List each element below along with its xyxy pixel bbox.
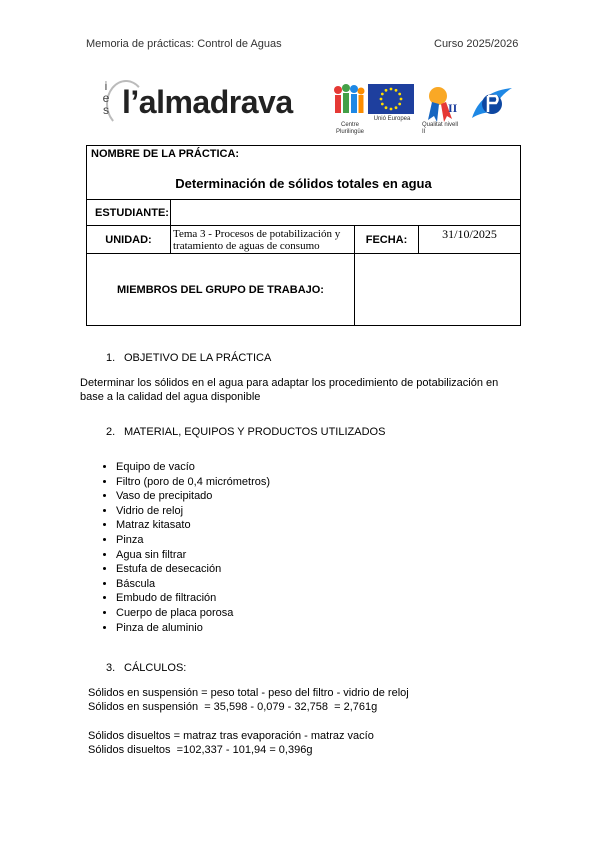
members-field[interactable]	[355, 254, 521, 326]
list-item: • Agua sin filtrar	[116, 548, 270, 563]
fp-logo-icon	[468, 82, 514, 126]
list-item: • Pinza	[116, 533, 270, 548]
student-field[interactable]	[171, 200, 521, 226]
list-item: • Embudo de filtración	[116, 591, 270, 606]
dissolved-result: Sólidos disueltos =102,337 - 101,94 = 0,396g	[88, 744, 313, 756]
dissolved-formula: Sólidos disueltos = matraz tras evaporación - matraz vacío	[88, 730, 374, 742]
plurilingual-caption: Centre Plurilingüe	[335, 122, 365, 135]
practice-title: Determinación de sólidos totales en agua	[175, 176, 432, 191]
practice-info-table	[86, 145, 521, 326]
list-item: • Filtro (poro de 0,4 micrómetros)	[116, 475, 270, 490]
list-item: • Estufa de desecación	[116, 562, 270, 577]
suspended-formula: Sólidos en suspensión = peso total - peso del filtro - vidrio de reloj	[88, 687, 409, 699]
certification-badges	[332, 80, 522, 138]
svg-text:II: II	[448, 101, 458, 115]
unit-value: Tema 3 - Procesos de potabilización y tratamiento de aguas de consumo	[171, 226, 355, 254]
section-calculations-heading: 3. CÁLCULOS:	[106, 662, 187, 674]
list-item: • Vidrio de reloj	[116, 504, 270, 519]
school-logo	[100, 78, 320, 128]
list-item: • Equipo de vacío	[116, 460, 270, 475]
section-materials-heading: 2. MATERIAL, EQUIPOS Y PRODUCTOS UTILIZADOS	[106, 426, 386, 438]
list-item: • Vaso de precipitado	[116, 489, 270, 504]
unit-label: UNIDAD:	[87, 226, 171, 254]
quality-badge-icon	[424, 82, 464, 124]
objective-text: Determinar los sólidos en el agua para adaptar los procedimiento de potabilización en base a la calidad del agua disponible	[80, 377, 499, 403]
practice-name-label: NOMBRE DE LA PRÁCTICA:	[91, 148, 240, 160]
list-item: • Báscula	[116, 577, 270, 592]
list-item: • Pinza de aluminio	[116, 621, 270, 636]
logo-ies: i e s	[102, 79, 110, 117]
list-item: • Matraz kitasato	[116, 518, 270, 533]
eu-caption: Unió Europea	[373, 116, 411, 122]
suspended-result: Sólidos en suspensión = 35,598 - 0,079 - 32,758 = 2,761g	[88, 701, 378, 713]
logo-text: l’almadrava	[122, 84, 293, 120]
student-label: ESTUDIANTE:	[87, 200, 171, 226]
date-value: 31/10/2025	[419, 226, 521, 254]
eu-flag-icon	[368, 84, 414, 114]
section-objective-heading: 1. OBJETIVO DE LA PRÁCTICA	[106, 352, 272, 364]
materials-list	[84, 460, 270, 635]
plurilingual-people-icon	[332, 82, 366, 122]
quality-caption: Qualitat nivell II	[422, 122, 459, 135]
date-label: FECHA:	[355, 226, 419, 254]
practice-name-cell	[87, 146, 521, 200]
header-school-year: Curso 2025/2026	[434, 38, 519, 50]
header-course-title: Memoria de prácticas: Control de Aguas	[86, 38, 282, 50]
members-label: MIEMBROS DEL GRUPO DE TRABAJO:	[87, 254, 355, 326]
list-item: • Cuerpo de placa porosa	[116, 606, 270, 621]
